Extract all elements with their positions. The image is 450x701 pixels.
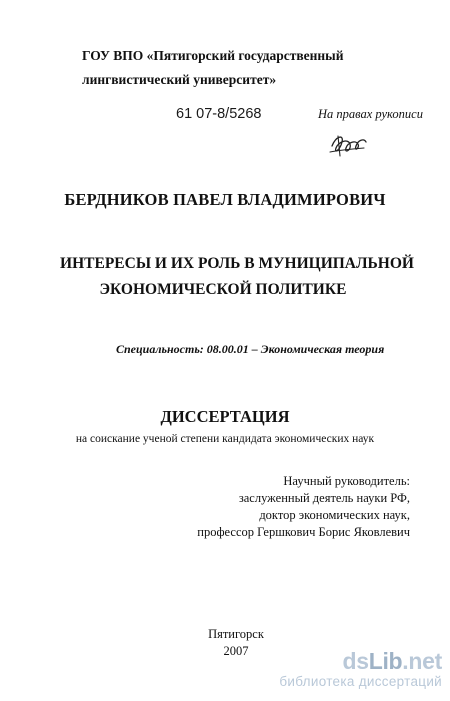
- registration-code: 61 07-8/5268: [176, 106, 262, 122]
- handwritten-signature: [326, 130, 370, 160]
- document-type: ДИССЕРТАЦИЯ: [160, 407, 290, 426]
- rights-note: На правах рукописи: [318, 107, 423, 121]
- degree-subtitle: на соискание ученой степени кандидата экономических наук: [75, 433, 375, 445]
- supervisor-degree: доктор экономических наук,: [259, 508, 410, 522]
- year: 2007: [223, 644, 249, 658]
- watermark-logo: dsLib.net: [342, 648, 442, 674]
- dissertation-title-line-1: ИНТЕРЕСЫ И ИХ РОЛЬ В МУНИЦИПАЛЬНОЙ: [60, 255, 414, 272]
- supervisor-title: заслуженный деятель науки РФ,: [238, 491, 410, 505]
- dissertation-title-line-2: ЭКОНОМИЧЕСКОЙ ПОЛИТИКЕ: [99, 281, 347, 298]
- supervisor-block: [197, 473, 410, 541]
- author-name: БЕРДНИКОВ ПАВЕЛ ВЛАДИМИРОВИЧ: [64, 190, 386, 209]
- supervisor-name: профессор Гершкович Борис Яковлевич: [197, 525, 410, 539]
- watermark-tagline: библиотека диссертаций: [279, 674, 442, 689]
- supervisor-heading: Научный руководитель:: [283, 474, 410, 488]
- watermark: [279, 648, 442, 690]
- institution-name: ГОУ ВПО «Пятигорский государственный лингвистический университет»: [82, 48, 344, 87]
- specialty-line: Специальность: 08.00.01 – Экономическая теория: [116, 342, 385, 356]
- city: Пятигорск: [208, 627, 264, 641]
